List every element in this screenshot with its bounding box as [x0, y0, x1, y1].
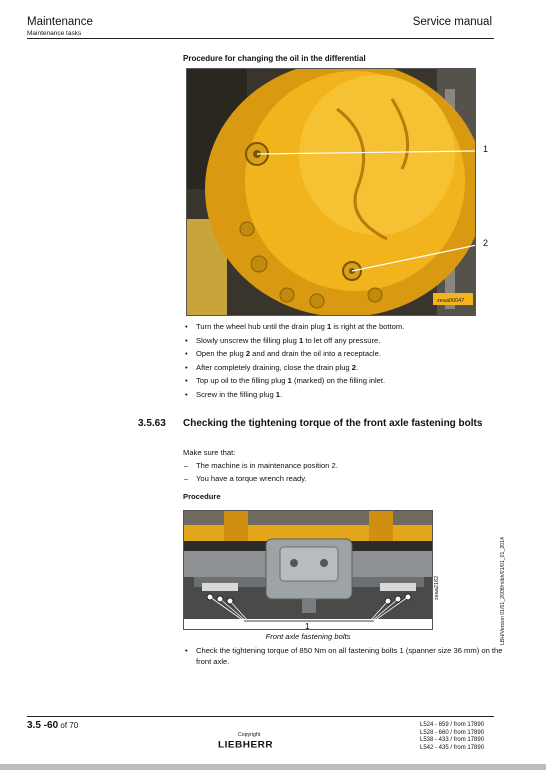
oil-change-steps — [183, 320, 404, 402]
section-number: 3.5.63 — [138, 418, 166, 429]
oil-step: • After completely draining, close the drain plug 2. — [183, 361, 404, 375]
procedure-title: Procedure for changing the oil in the differential — [183, 54, 366, 63]
front-axle-illustration — [184, 511, 433, 630]
preconditions-list — [183, 459, 338, 485]
section-title: Checking the tightening torque of the front axle fastening bolts — [183, 418, 483, 429]
chapter-title: Maintenance — [27, 16, 93, 28]
oil-step: • Top up oil to the filling plug 1 (marked) on the filling inlet. — [183, 374, 404, 388]
version-note: LBH/Version 01/01_2008/mlbh/01/01_01_2014 — [500, 537, 506, 645]
manual-title: Service manual — [412, 16, 492, 28]
callout-1: 1 — [483, 144, 489, 154]
oil-step: • Screw in the filling plug 1. — [183, 388, 404, 402]
chapter-subtitle: Maintenance tasks — [27, 30, 82, 37]
oil-step: • Open the plug 2 and and drain the oil into a receptacle. — [183, 347, 404, 361]
precondition-item: – The machine is in maintenance position 2. — [183, 459, 338, 472]
copyright-label: Copyright — [238, 732, 261, 738]
torque-step: • Check the tightening torque of 850 Nm on all fastening bolts 1 (spanner size 36 mm) on the front axle. — [183, 646, 503, 667]
front-axle-photo — [183, 510, 433, 630]
page-header — [27, 16, 93, 37]
differential-illustration — [187, 69, 476, 316]
oil-step: • Turn the wheel hub until the drain plug 1 is right at the bottom. — [183, 320, 404, 334]
torque-steps — [183, 646, 503, 667]
axle-callout-1: 1 — [305, 622, 310, 630]
brand-logo: LIEBHERR — [218, 740, 274, 751]
callout-2: 2 — [483, 238, 489, 248]
differential-photo — [186, 68, 476, 316]
model-line: L538 - 433 / from 17890 — [420, 737, 485, 744]
oil-step: • Slowly unscrew the filling plug 1 to let off any pressure. — [183, 334, 404, 348]
model-line: L524 - 659 / from 17890 — [420, 722, 485, 728]
footer-divider — [27, 716, 494, 717]
precondition-item: – You have a torque wrench ready. — [183, 472, 338, 485]
photo-code: zeaa00047 — [437, 298, 465, 304]
procedure-label: Procedure — [183, 492, 221, 501]
page-number: 3.5 -60 of 70 — [27, 720, 79, 731]
bottom-strip — [0, 764, 546, 770]
model-list — [420, 722, 484, 752]
model-line: L542 - 435 / from 17890 — [420, 744, 485, 751]
figure-caption: Front axle fastening bolts — [265, 632, 351, 641]
make-sure-label: Make sure that: — [183, 448, 236, 457]
header-divider — [27, 38, 494, 39]
axle-photo-code: zeaa2162 — [434, 575, 440, 600]
model-line: L528 - 660 / from 17890 — [420, 729, 485, 736]
